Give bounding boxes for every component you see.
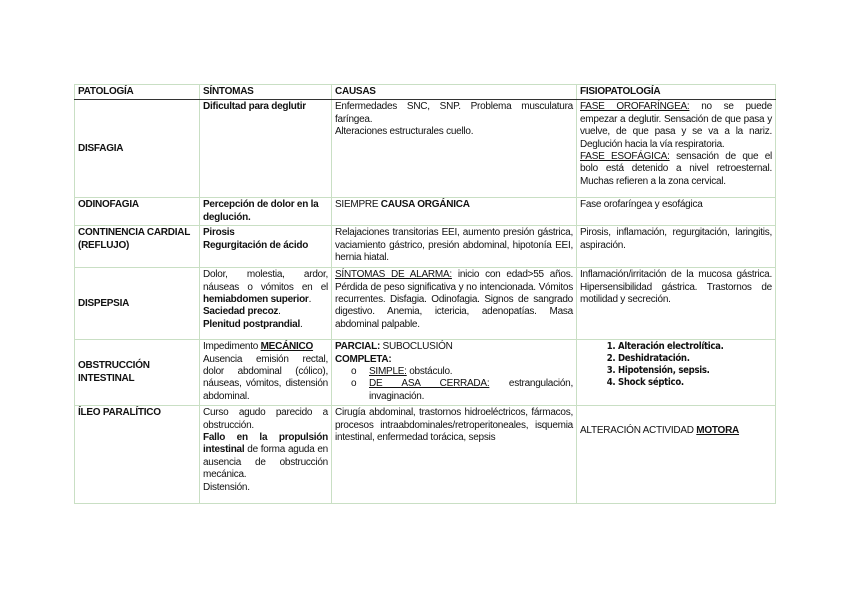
row-reflujo	[75, 226, 776, 268]
reflujo-sintomas-1: Pirosis	[203, 227, 235, 239]
dispepsia-sintomas-2b: .	[278, 306, 281, 318]
row-obstruccion	[75, 340, 776, 406]
reflujo-fisio: Pirosis, inflamación, regurgitación, laringitis, aspiración.	[577, 226, 776, 268]
simple-text: obstáculo.	[406, 366, 453, 378]
fisio-item-1: 1. Alteración electrolítica.	[618, 341, 772, 353]
ileo-sintomas-2: de forma aguda en ausencia de obstrucción mecánica.	[203, 444, 328, 481]
fase-orofaringea-text: no se puede empezar a deglutir. Sensación de que pasa y vuelve, de que pasa y se va a la nariz. Deglución hacia la vía respiratoria.	[580, 101, 773, 150]
parcial-text: SUBOCLUSIÓN	[380, 341, 453, 353]
row-dispepsia	[75, 268, 776, 340]
disfagia-causas	[332, 100, 577, 198]
row-odinofagia	[75, 198, 776, 226]
asa-text: estrangulación, invaginación.	[369, 378, 573, 402]
odinofagia-name: ODINOFAGIA	[75, 198, 200, 226]
odinofagia-causas	[332, 198, 577, 226]
sintomas-alarma-label: SÍNTOMAS DE ALARMA:	[335, 269, 452, 281]
odinofagia-causas-pre: SIEMPRE	[335, 199, 381, 211]
completa-label: COMPLETA:	[335, 353, 392, 365]
obstruccion-sintomas-rest: Ausencia emisión rectal, dolor abdominal (cólico), náuseas, vómitos, distensión abdominal.	[203, 353, 328, 402]
ileo-name: ÍLEO PARALÍTICO	[75, 406, 200, 504]
obstruccion-fisio-list	[580, 341, 772, 389]
completa-simple	[357, 366, 573, 378]
disfagia-name: DISFAGIA	[75, 100, 200, 198]
dispepsia-fisio: Inflamación/irritación de la mucosa gástrica. Hipersensibilidad gástrica. Trastornos de motilidad y secreción.	[577, 268, 776, 340]
fisio-item-3: 3. Hipotensión, sepsis.	[618, 365, 772, 377]
obstruccion-causas	[332, 340, 577, 406]
dispepsia-sintomas-2: Saciedad precoz	[203, 306, 279, 318]
reflujo-sintomas-2: Regurgitación de ácido	[203, 239, 309, 251]
row-ileo	[75, 406, 776, 504]
parcial-label: PARCIAL:	[335, 341, 381, 353]
dispepsia-sintomas	[200, 268, 332, 340]
disfagia-fisio	[577, 100, 776, 198]
pathology-table	[74, 84, 776, 504]
ileo-sintomas-2b: Fallo en la propulsión intestinal	[203, 432, 328, 456]
dispepsia-sintomas-3b: .	[299, 318, 303, 330]
header-row	[75, 85, 776, 100]
completa-list	[335, 366, 573, 403]
header-fisiopatologia: FISIOPATOLOGÍA	[577, 85, 776, 100]
dispepsia-sintomas-1: Dolor, molestia, ardor, náuseas o vómitos en el	[203, 269, 328, 293]
ileo-sintomas-1: Curso agudo parecido a obstrucción.	[203, 407, 328, 431]
ileo-causas: Cirugía abdominal, trastornos hidroeléctricos, fármacos, procesos intraabdominales/retroperitoneales, isquemia intestinal, enfermedad torácica, sepsis	[332, 406, 577, 504]
fisio-item-2: 2. Deshidratación.	[618, 353, 772, 365]
disfagia-causas-2: Alteraciones estructurales cuello.	[335, 126, 474, 138]
reflujo-name	[75, 226, 200, 268]
ileo-fisio-motora: MOTORA	[696, 425, 740, 437]
dispepsia-name: DISPEPSIA	[75, 268, 200, 340]
odinofagia-causas-bold: CAUSA ORGÁNICA	[380, 199, 470, 211]
fase-esofagica-text: sensación de que el bolo está detenido a nivel retroesternal. Muchas refieren a la zona cervical.	[580, 151, 773, 187]
obstruccion-fisio	[577, 340, 776, 406]
disfagia-causas-1: Enfermedades SNC, SNP. Problema musculatura faríngea.	[335, 101, 573, 125]
obstruccion-sintomas	[200, 340, 332, 406]
odinofagia-sintomas: Percepción de dolor en la deglución.	[200, 198, 332, 226]
ileo-fisio-pre: ALTERACIÓN ACTIVIDAD	[580, 425, 697, 437]
header-sintomas: SÍNTOMAS	[200, 85, 332, 100]
odinofagia-fisio: Fase orofaríngea y esofágica	[577, 198, 776, 226]
dispepsia-sintomas-1b: hemiabdomen superior	[203, 294, 309, 306]
reflujo-causas: Relajaciones transitorias EEI, aumento presión gástrica, vaciamiento gástrico, presión abdominal, hipotonía EEI, hernia hiatal.	[332, 226, 577, 268]
ileo-sintomas-3: Distensión.	[203, 481, 250, 493]
header-patologia: PATOLOGÍA	[75, 85, 200, 100]
header-causas: CAUSAS	[332, 85, 577, 100]
reflujo-sintomas	[200, 226, 332, 268]
sintomas-alarma-text: inicio con edad>55 años. Pérdida de peso significativa y no intencionada. Vómitos recurrentes. Disfagia. Odinofagia. Signos de sangrado digestivo. Anemia, ictericia, adenopatías. Masa abdominal palpable.	[335, 269, 574, 330]
ileo-fisio	[577, 406, 776, 504]
completa-asa	[357, 378, 573, 403]
reflujo-name-2: (REFLUJO)	[78, 239, 130, 251]
dispepsia-causas	[332, 268, 577, 340]
fisio-item-4: 4. Shock séptico.	[618, 377, 772, 389]
row-disfagia	[75, 100, 776, 198]
simple-label: SIMPLE:	[369, 366, 407, 378]
fase-esofagica-label: FASE ESOFÁGICA:	[580, 151, 670, 163]
obstruccion-name-2: INTESTINAL	[78, 372, 135, 384]
dispepsia-sintomas-3: Plenitud postprandial	[203, 318, 300, 330]
reflujo-name-1: CONTINENCIA CARDIAL	[78, 227, 191, 239]
ileo-sintomas	[200, 406, 332, 504]
dispepsia-sintomas-1c: .	[308, 294, 312, 306]
obstruccion-mecanico: MECÁNICO	[260, 341, 314, 353]
obstruccion-name-1: OBSTRUCCIÓN	[78, 360, 150, 372]
obstruccion-name	[75, 340, 200, 406]
asa-label: DE ASA CERRADA:	[369, 378, 490, 390]
obstruccion-sintomas-pre: Impedimento	[203, 341, 261, 353]
fase-orofaringea-label: FASE OROFARÍNGEA:	[580, 101, 690, 113]
disfagia-sintomas: Dificultad para deglutir	[200, 100, 332, 198]
